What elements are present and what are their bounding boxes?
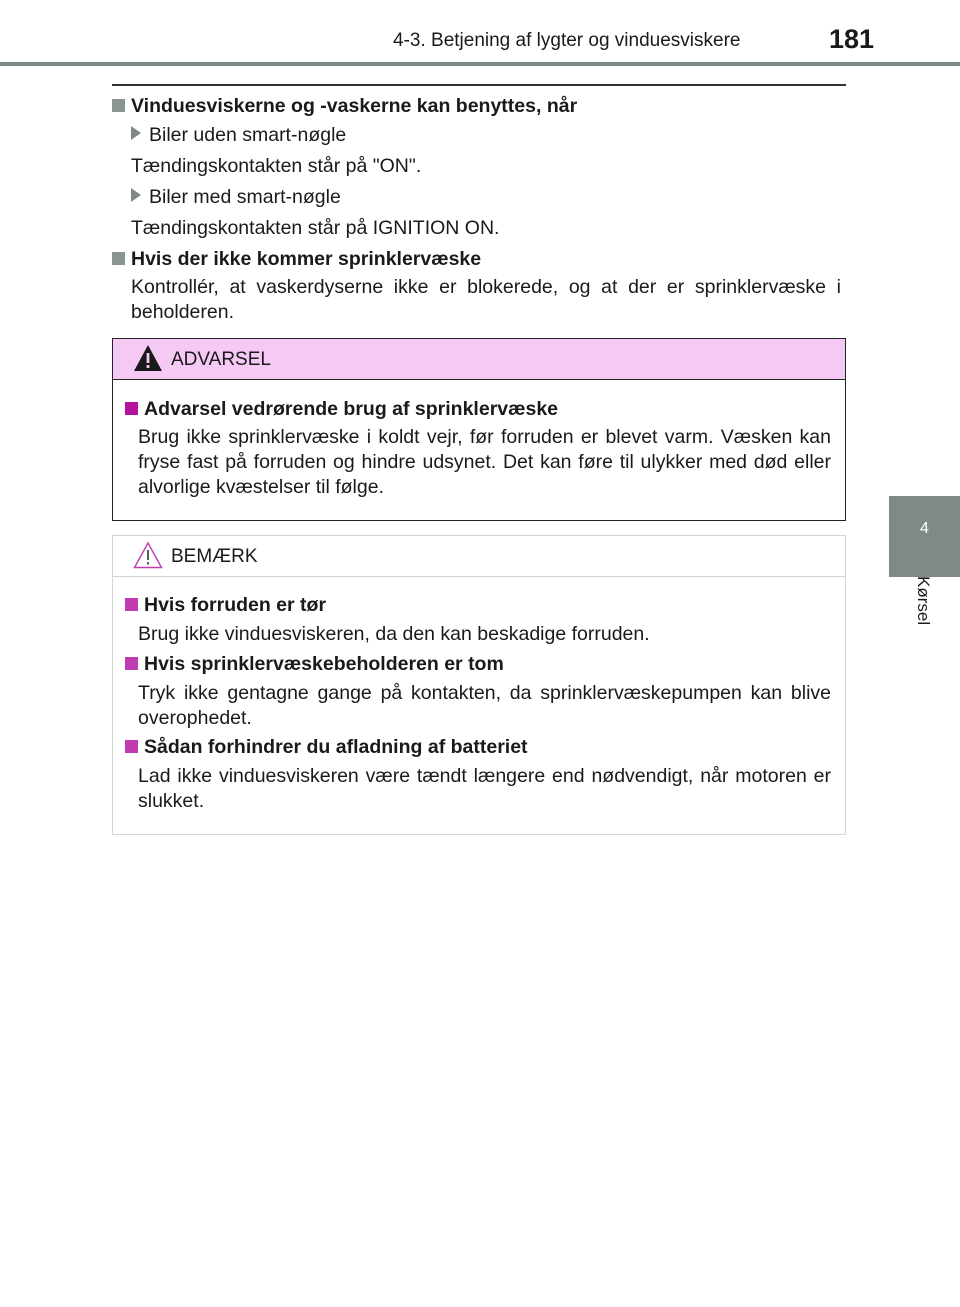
notice-heading-text: Hvis sprinklervæskebeholderen er tom [144, 653, 504, 675]
notice-heading [125, 652, 831, 677]
section-heading-text: Hvis der ikke kommer sprinklervæske [131, 248, 482, 270]
top-rule [112, 84, 846, 86]
notice-box-title: BEMÆRK [171, 546, 258, 567]
warning-heading-text: Advarsel vedrørende brug af sprinklervæske [144, 398, 559, 420]
square-bullet-icon [112, 99, 125, 112]
arrow-right-icon [131, 126, 141, 140]
notice-text: Brug ikke vinduesviskeren, da den kan beskadige forruden. [138, 623, 650, 645]
warning-triangle-icon [133, 344, 163, 372]
notice-text: Lad ikke vinduesviskeren være tændt længere end nødvendigt, når motoren er slukket. [138, 765, 831, 812]
section-heading-no-fluid [112, 247, 846, 272]
caution-triangle-icon [133, 541, 163, 569]
notice-heading-text: Sådan forhindrer du afladning af batteriet [144, 736, 528, 758]
square-bullet-icon [125, 598, 138, 611]
square-bullet-icon [125, 402, 138, 415]
chapter-tab-label: Kørsel [914, 576, 933, 626]
notice-text: Tryk ikke gentagne gange på kontakten, da sprinklervæskepumpen kan blive overophedet. [138, 682, 831, 729]
page-number: 181 [829, 24, 875, 54]
warning-text: Brug ikke sprinklervæske i koldt vejr, før forruden er blevet varm. Væsken kan fryse fast på forruden og hindre udsynet. Det kan føre til ulykker med død eller alvorlige kvæstelser til følge. [138, 426, 831, 498]
square-bullet-icon [125, 657, 138, 670]
section-heading-text: Vinduesviskerne og -vaskerne kan benyttes, når [131, 95, 578, 117]
warning-box [112, 338, 846, 521]
warning-box-title: ADVARSEL [171, 349, 271, 370]
square-bullet-icon [125, 740, 138, 753]
list-item [131, 185, 865, 210]
chapter-tab-number: 4 [920, 520, 929, 537]
paragraph: Tændingskontakten står på IGNITION ON. [131, 217, 500, 239]
paragraph: Kontrollér, at vaskerdyserne ikke er blokerede, og at der er sprinklervæske i beholderen. [131, 276, 841, 323]
paragraph: Tændingskontakten står på "ON". [131, 155, 422, 177]
arrow-right-icon [131, 188, 141, 202]
section-title: 4-3. Betjening af lygter og vinduesviskere [393, 30, 741, 51]
notice-heading-text: Hvis forruden er tør [144, 594, 327, 616]
list-item-label: Biler uden smart-nøgle [149, 124, 347, 146]
list-item-label: Biler med smart-nøgle [149, 186, 341, 208]
list-item [131, 123, 865, 148]
notice-heading [125, 593, 831, 618]
header-bar [0, 62, 960, 66]
warning-heading [125, 397, 831, 422]
notice-box-header [113, 536, 845, 577]
chapter-tab[interactable] [889, 496, 960, 577]
notice-box [112, 535, 846, 835]
warning-box-header [113, 339, 845, 380]
square-bullet-icon [112, 252, 125, 265]
section-heading-usage [112, 94, 846, 119]
notice-heading [125, 735, 831, 760]
